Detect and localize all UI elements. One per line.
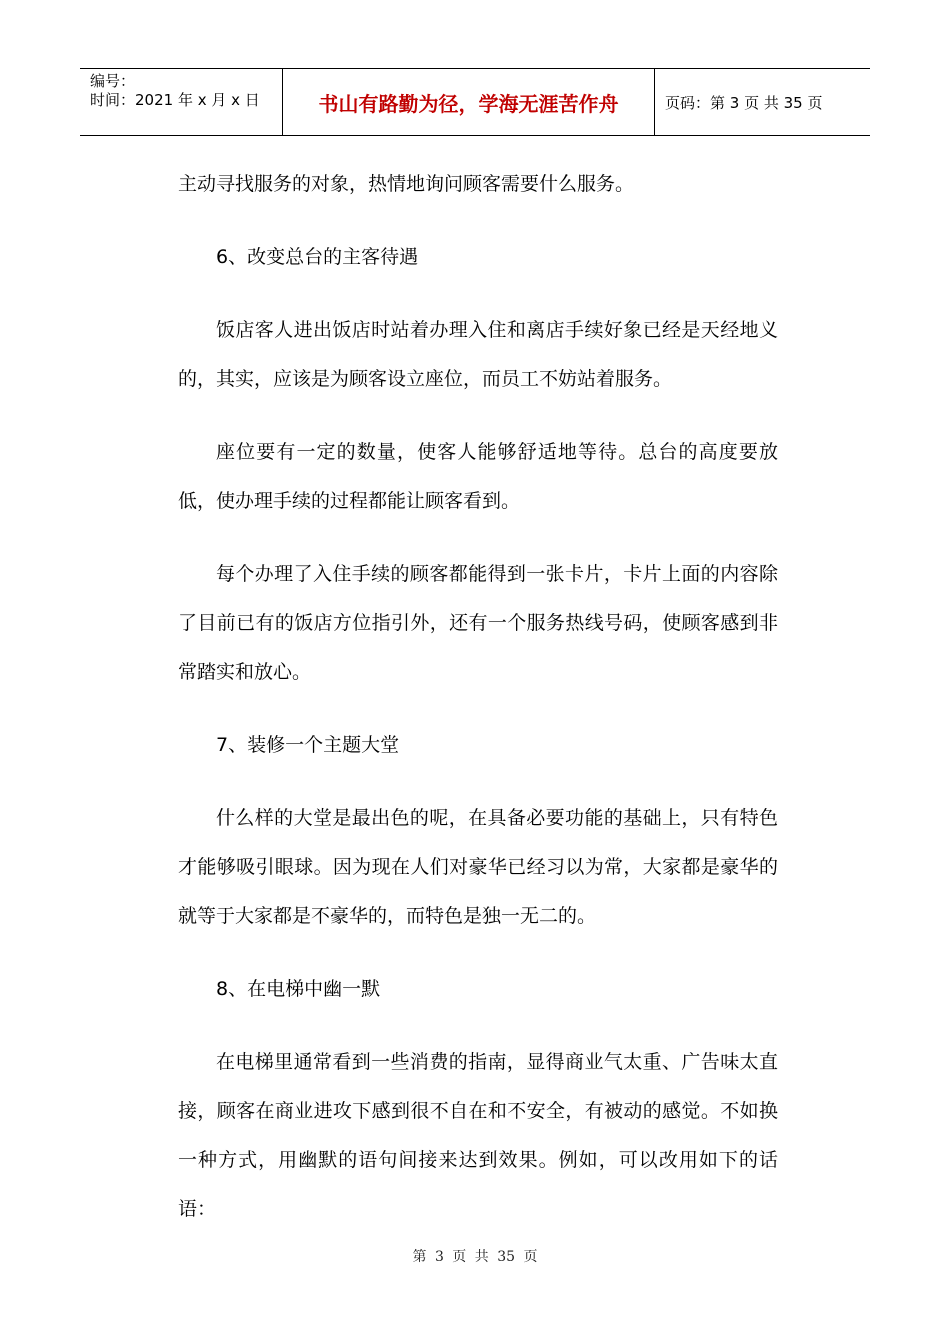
header-motto-cell [282,69,655,135]
header-page-cell [655,69,870,135]
paragraph: 在电梯里通常看到一些消费的指南，显得商业气太重、广告味太直接，顾客在商业进攻下感到很不自在和不安全，有被动的感觉。不如换一种方式，用幽默的语句间接来达到效果。例如，可以改用如下的话语： [178,1051,778,1220]
motto: 书山有路勤为径，学海无涯苦作舟 [318,91,619,116]
paragraph: 主动寻找服务的对象，热情地询问顾客需要什么服务。 [178,173,635,195]
header-meta-cell [80,69,282,135]
serial-number-label: 编号： [90,72,136,90]
paragraph: 座位要有一定的数量，使客人能够舒适地等待。总台的高度要放低，使办理手续的过程都能让顾客看到。 [178,441,778,512]
header-page-info: 页码：第 3 页 共 35 页 [665,93,823,112]
date-line: 时间：2021 年 x 月 x 日 [90,91,260,109]
section-heading: 7、装修一个主题大堂 [216,734,400,756]
document-header [80,68,870,136]
section-heading: 6、改变总台的主客待遇 [216,246,419,268]
document-body [178,160,778,1258]
paragraph: 饭店客人进出饭店时站着办理入住和离店手续好象已经是天经地义的，其实，应该是为顾客设立座位，而员工不妨站着服务。 [178,319,778,390]
section-heading: 8、在电梯中幽一默 [216,978,381,1000]
page-footer: 第 3 页 共 35 页 [412,1249,538,1265]
paragraph: 每个办理了入住手续的顾客都能得到一张卡片，卡片上面的内容除了目前已有的饭店方位指引外，还有一个服务热线号码，使顾客感到非常踏实和放心。 [178,563,778,683]
paragraph: 什么样的大堂是最出色的呢，在具备必要功能的基础上，只有特色才能够吸引眼球。因为现在人们对豪华已经习以为常，大家都是豪华的就等于大家都是不豪华的，而特色是独一无二的。 [178,807,778,927]
